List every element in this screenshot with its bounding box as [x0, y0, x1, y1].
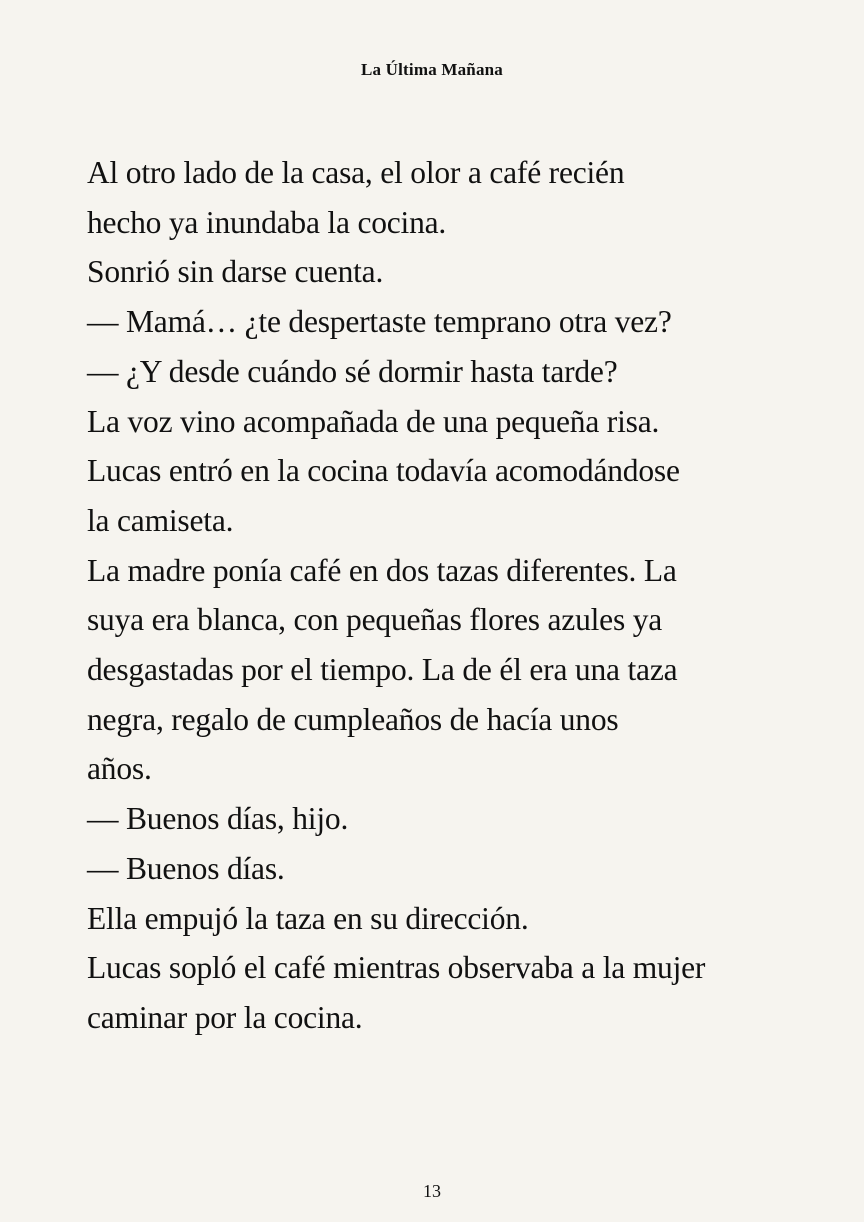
text-line: — Buenos días, hijo.: [87, 801, 349, 837]
text-line: caminar por la cocina.: [87, 999, 363, 1035]
text-line: — Buenos días.: [87, 850, 285, 886]
text-line: Al otro lado de la casa, el olor a café recién: [87, 155, 625, 190]
text-line: Lucas sopló el café mientras observaba a la mujer: [87, 950, 706, 986]
text-line: desgastadas por el tiempo. La de él era una taza: [87, 652, 678, 688]
running-head: La Última Mañana: [360, 60, 504, 79]
text-line: Ella empujó la taza en su dirección.: [87, 900, 529, 936]
text-line: La madre ponía café en dos tazas diferentes. La: [87, 552, 677, 588]
text-line: Lucas entró en la cocina todavía acomodándose: [87, 453, 680, 489]
text-line: años.: [87, 751, 152, 787]
text-line: — Mamá… ¿te despertaste temprano otra vez?: [87, 304, 672, 340]
text-line: la camiseta.: [87, 502, 234, 538]
text-line: suya era blanca, con pequeñas flores azules ya: [87, 602, 663, 638]
text-line: negra, regalo de cumpleaños de hacía unos: [87, 701, 619, 737]
body-text: [87, 148, 787, 1043]
page-number: 13: [423, 1181, 441, 1201]
text-line: — ¿Y desde cuándo sé dormir hasta tarde?: [87, 353, 618, 389]
text-line: Sonrió sin darse cuenta.: [87, 254, 384, 290]
text-line: hecho ya inundaba la cocina.: [87, 204, 447, 240]
text-line: La voz vino acompañada de una pequeña risa.: [87, 403, 660, 439]
